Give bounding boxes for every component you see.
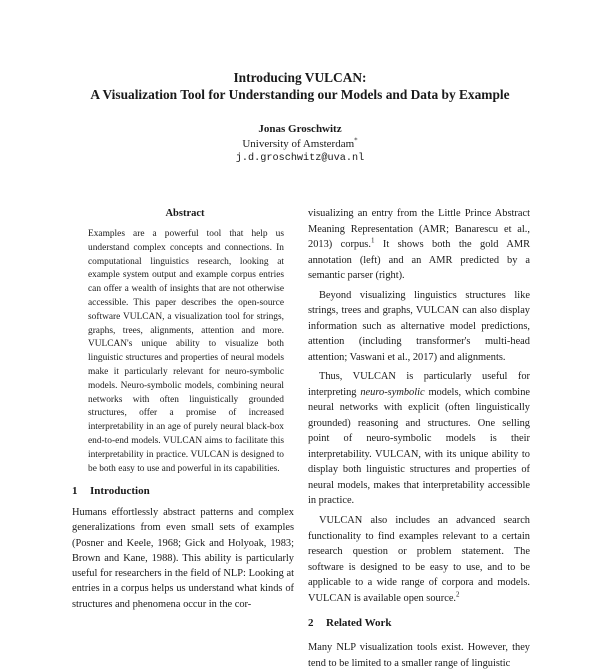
- paragraph-neuro-symbolic: [308, 369, 530, 509]
- paragraph-search-functionality: [308, 513, 530, 606]
- related-work-text: Many NLP visualization tools exist. However, they tend to be limited to a smaller range of linguistic: [308, 642, 530, 669]
- section-number: 2: [308, 617, 314, 630]
- paper-title-line-1: Introducing VULCAN:: [233, 70, 367, 85]
- footnote-2-mark: 2: [456, 590, 460, 599]
- p1-text: visualizing an entry from the Little Prince Abstract Meaning Representation (AMR; Banarescu et al., 2013) corpus.: [308, 208, 530, 250]
- p4-text: VULCAN also includes an advanced search functionality to find examples relevant to a certain research question or problem statement. The software is designed to be easy to use, and to be applicable to a wide range of corpora and models. VULCAN is available open source.: [308, 515, 530, 604]
- paragraph-amr-visualization: [308, 206, 530, 284]
- p3-pre: Thus, VULCAN is particularly useful for interpreting: [308, 371, 530, 398]
- section-title: Introduction: [90, 485, 150, 497]
- affiliation-mark: *: [354, 136, 358, 145]
- footnote-1-mark: 1: [370, 236, 375, 245]
- affiliation-text: University of Amsterdam: [242, 138, 355, 150]
- author-affiliation: [0, 137, 600, 151]
- author-name: Jonas Groschwitz: [258, 123, 342, 135]
- author-email: j.d.groschwitz@uva.nl: [235, 153, 365, 164]
- abstract-text: Examples are a powerful tool that help us understand complex concepts and connections. In computational linguistics research, looking at example system output and example corpus entries can offer a wealth of insights that are not otherwise accessible. This paper describes the open-source software VULCAN, a visualization tool for strings, graphs, trees, alignments, attention and more. VULCAN's unique ability to visualize both linguistic structures and properties of neural models make it particularly relevant for neuro-symbolic models. Neuro-symbolic models, combining neural networks with often linguistically grounded structures, offer a promise of increased interpretability in an age of purely neural black-box end-to-end models. VULCAN aims to facilitate this interpretability in practice. VULCAN is designed to be both easy to use and powerful in its capabilities.: [88, 229, 284, 474]
- p1-rest: It shows both the gold AMR annotation (left) and an AMR predicted by a semantic parser (right).: [308, 239, 530, 281]
- introduction-heading: [72, 484, 150, 498]
- section-title: Related Work: [326, 617, 392, 630]
- related-work-heading: [308, 616, 530, 630]
- paragraph-beyond-visualizing: Beyond visualizing linguistics structures like strings, trees and graphs, VULCAN can also display information such as alternative model predictions, attention (including transformer's multi-head attention; Vaswani et al., 2017) and alignments.: [308, 289, 530, 363]
- section-number: 1: [72, 485, 78, 497]
- introduction-text: Humans effortlessly abstract patterns and complex generalizations from even small sets of examples (Posner and Keele, 1968; Gick and Holyoak, 1983; Brown and Kane, 1988). This ability is particularly useful for researchers in the field of NLP: Looking at entries in a corpus helps us understand what kinds of structures and phenomena occur in the cor-: [72, 507, 294, 610]
- p3-emphasis: neuro-symbolic: [360, 386, 425, 398]
- p3-post: models, which combine neural networks with explicit (often linguistically grounded) reasoning and structures. One selling point of neuro-symbolic models is their interpretability. VULCAN, with its unique ability to display both linguistic structures and properties of neural models, makes that interpretability accessible in practice.: [308, 386, 530, 507]
- abstract-heading: Abstract: [165, 208, 205, 219]
- right-column: [308, 206, 530, 671]
- paper-title-line-2: A Visualization Tool for Understanding our Models and Data by Example: [90, 87, 510, 102]
